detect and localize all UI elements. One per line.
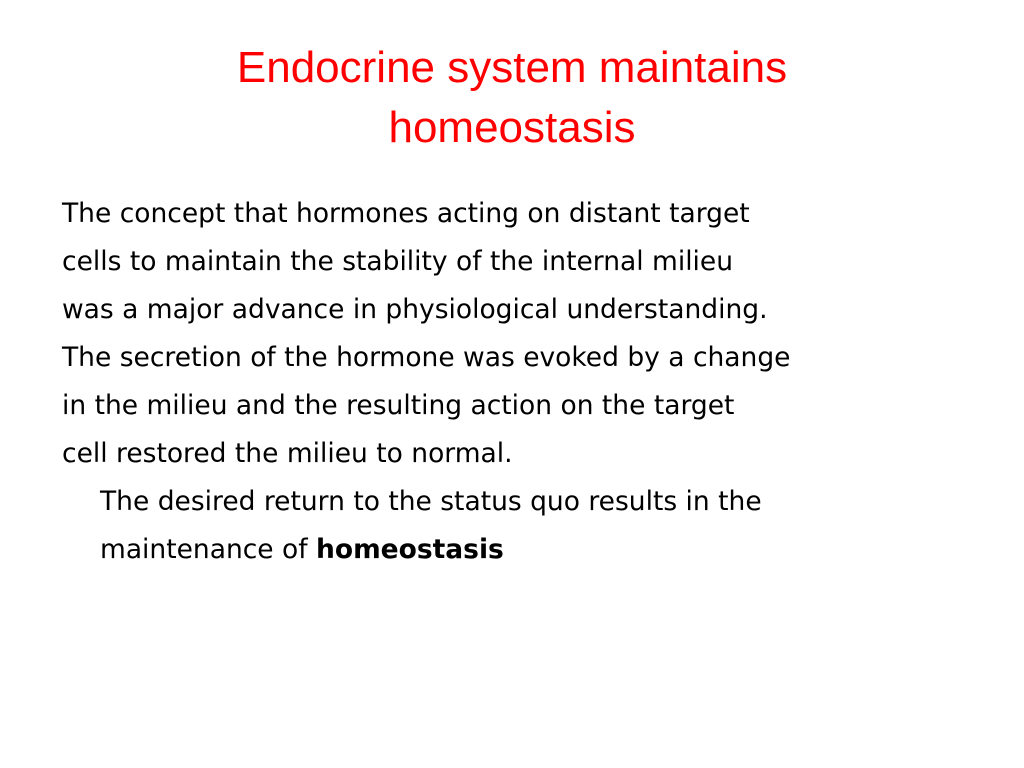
homeostasis-emphasis: homeostasis <box>316 534 504 565</box>
paragraph-1-line-3: was a major advance in physiological understanding. <box>62 294 768 325</box>
continuation-line-1: The desired return to the status quo results in the <box>100 486 762 517</box>
slide-body <box>62 190 962 574</box>
title-line-1: Endocrine system maintains <box>236 43 788 92</box>
paragraph-2-line-1: The secretion of the hormone was evoked by a change <box>62 342 791 373</box>
paragraph-2-line-2: in the milieu and the resulting action on the target <box>62 390 735 421</box>
paragraph-1 <box>62 190 962 334</box>
continuation-prefix: maintenance of <box>100 534 316 565</box>
slide-title <box>60 38 964 158</box>
continuation-line-2 <box>100 526 962 574</box>
paragraph-2 <box>62 334 962 478</box>
paragraph-2-line-3: cell restored the milieu to normal. <box>62 438 513 469</box>
paragraph-1-line-2: cells to maintain the stability of the internal milieu <box>62 246 734 277</box>
paragraph-2-continuation <box>62 478 962 574</box>
paragraph-1-line-1: The concept that hormones acting on distant target <box>62 198 750 229</box>
title-line-2: homeostasis <box>388 103 636 152</box>
